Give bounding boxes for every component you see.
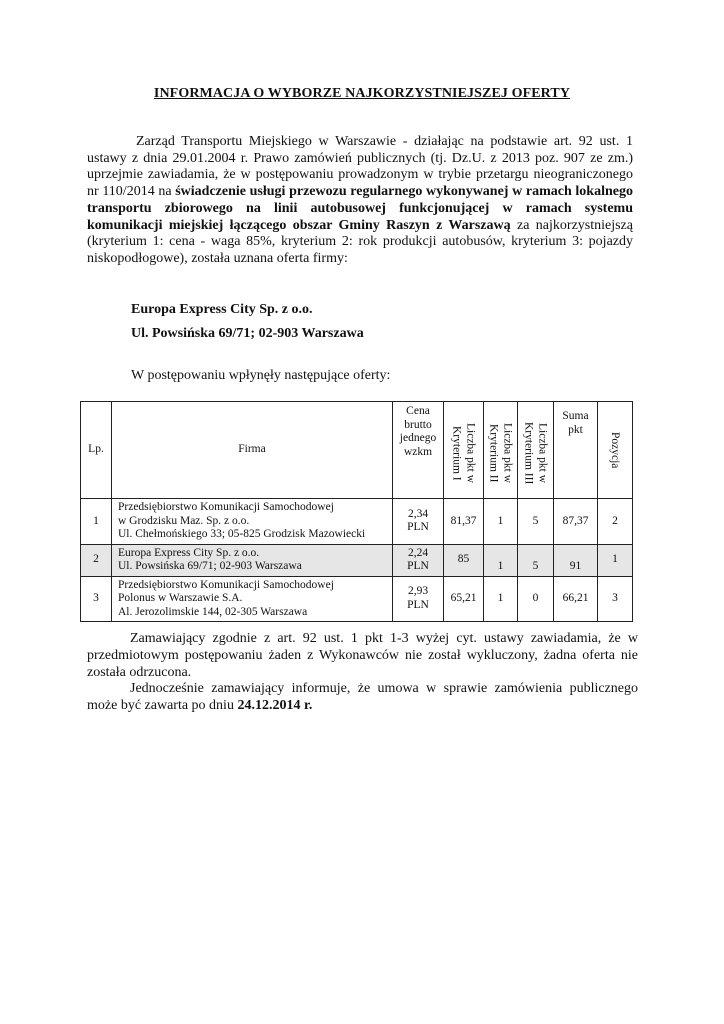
- row-position: 1: [598, 544, 633, 576]
- document-title: INFORMACJA O WYBORZE NAJKORZYSTNIEJSZEJ OFERTY: [153, 86, 571, 101]
- row-price: 2,24 PLN: [393, 544, 444, 576]
- row-position: 2: [598, 499, 633, 545]
- intro-text: Zarząd Transportu Miejskiego w Warszawie - działając na podstawie art. 92 ust. 1 ustawy z dnia 29.01.2004 r. Prawo zamówień publicznych (tj. Dz.U. z 2013 poz. 907 ze zm.) uprzejmie zawiadamia, że w postępowaniu prowadzonym w trybie przetargu nieograniczonego nr 110/2014 na: [87, 134, 633, 200]
- header-position: Pozycja: [598, 402, 633, 499]
- row-k3: 5: [518, 499, 554, 545]
- winner-name: Europa Express City Sp. z o.o.: [131, 302, 313, 317]
- intro-text-end: za najkorzystniejszą (kryterium 1: cena - waga 85%, kryterium 2: rok produkcji autobusów, kryterium 3: pojazdy niskopodłogowe), została uznana oferta firmy:: [87, 217, 633, 266]
- row-position: 3: [598, 576, 633, 622]
- row-sum: 66,21: [554, 576, 598, 622]
- row-k2: 1: [484, 544, 518, 576]
- header-firm: Firma: [112, 402, 393, 499]
- intro-bold-subject: świadczenie usługi przewozu regularnego wykonywanej w ramach lokalnego transportu zbiorowego na linii autobusowej funkcjonującej w ramach systemu komunikacji miejskiej łączącego obszar Gminy Raszyn z Warszawą: [87, 184, 633, 233]
- contract-date: 24.12.2014 r.: [237, 698, 313, 713]
- row-k3: 0: [518, 576, 554, 622]
- table-row: [81, 499, 633, 545]
- row-lp: 2: [81, 544, 112, 576]
- header-lp: Lp.: [81, 402, 112, 499]
- row-k1: 81,37: [444, 499, 484, 545]
- row-k2: 1: [484, 576, 518, 622]
- header-price: Cena brutto jednego wzkm: [393, 402, 444, 499]
- row-k1: 85: [444, 544, 484, 576]
- offers-intro: W postępowaniu wpłynęły następujące oferty:: [131, 368, 391, 383]
- header-sum: Suma pkt: [554, 402, 598, 499]
- row-lp: 3: [81, 576, 112, 622]
- row-lp: 1: [81, 499, 112, 545]
- row-price: 2,93 PLN: [393, 576, 444, 622]
- closing-paragraph-1: Zamawiający zgodnie z art. 92 ust. 1 pkt 1-3 wyżej cyt. ustawy zawiadamia, że w przedmiotowym postępowaniu żaden z Wykonawców nie został wykluczony, żadna oferta nie została odrzucona.: [87, 631, 638, 680]
- row-sum: 91: [554, 544, 598, 576]
- table-header-row: [81, 402, 633, 499]
- offers-table: [80, 401, 633, 622]
- row-k1: 65,21: [444, 576, 484, 622]
- row-k3: 5: [518, 544, 554, 576]
- row-firm: Przedsiębiorstwo Komunikacji Samochodowej Polonus w Warszawie S.A. Al. Jerozolimskie 144, 02-305 Warszawa: [112, 576, 393, 622]
- closing-paragraph-2: Jednocześnie zamawiający informuje, że umowa w sprawie zamówienia publicznego może być zawarta po dniu 24.12.2014 r.: [87, 681, 638, 713]
- table-row: [81, 576, 633, 622]
- row-firm: Europa Express City Sp. z o.o. Ul. Powsińska 69/71; 02-903 Warszawa: [112, 544, 393, 576]
- header-kryterium-3: Liczba pkt w Kryterium III: [518, 402, 554, 499]
- row-price: 2,34 PLN: [393, 499, 444, 545]
- row-firm: Przedsiębiorstwo Komunikacji Samochodowej w Grodzisku Maz. Sp. z o.o. Ul. Chełmońskiego 33; 05-825 Grodzisk Mazowiecki: [112, 499, 393, 545]
- table-row-winner: [81, 544, 633, 576]
- header-kryterium-1: Liczba pkt w Kryterium I: [444, 402, 484, 499]
- row-sum: 87,37: [554, 499, 598, 545]
- header-kryterium-2: Liczba pkt w Kryterium II: [484, 402, 518, 499]
- row-k2: 1: [484, 499, 518, 545]
- winner-address: Ul. Powsińska 69/71; 02-903 Warszawa: [131, 326, 364, 341]
- intro-paragraph: [87, 134, 633, 268]
